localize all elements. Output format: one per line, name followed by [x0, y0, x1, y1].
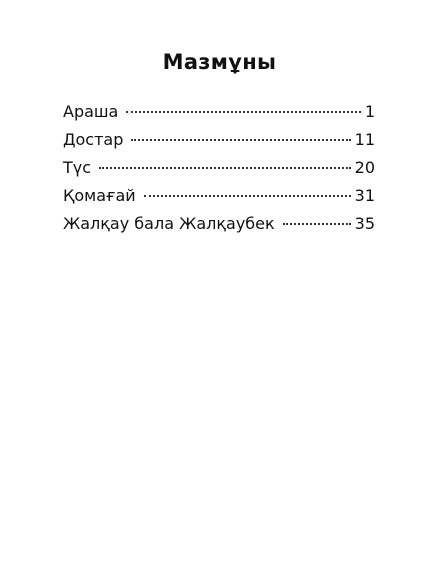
toc-entry-page: 1 — [364, 102, 375, 121]
toc-entry-page: 35 — [354, 214, 375, 233]
page-title: Мазмұны — [162, 50, 277, 74]
toc-entry — [63, 154, 375, 182]
toc-entry-title: Араша — [63, 102, 119, 121]
toc-dot-leader — [99, 167, 351, 169]
toc-dot-leader — [283, 223, 351, 225]
table-of-contents — [63, 98, 375, 238]
toc-dot-leader — [126, 111, 360, 113]
toc-entry-title: Қомағай — [63, 186, 136, 205]
toc-entry — [63, 182, 375, 210]
toc-entry-page: 20 — [354, 158, 375, 177]
toc-dot-leader — [144, 195, 351, 197]
toc-entry — [63, 126, 375, 154]
toc-entry — [63, 98, 375, 126]
toc-entry-page: 11 — [354, 130, 375, 149]
toc-entry — [63, 210, 375, 238]
toc-entry-title: Түс — [63, 158, 92, 177]
toc-dot-leader — [131, 139, 350, 141]
toc-entry-page: 31 — [354, 186, 375, 205]
toc-entry-title: Жалқау бала Жалқаубек — [63, 214, 275, 233]
toc-entry-title: Достар — [63, 130, 124, 149]
